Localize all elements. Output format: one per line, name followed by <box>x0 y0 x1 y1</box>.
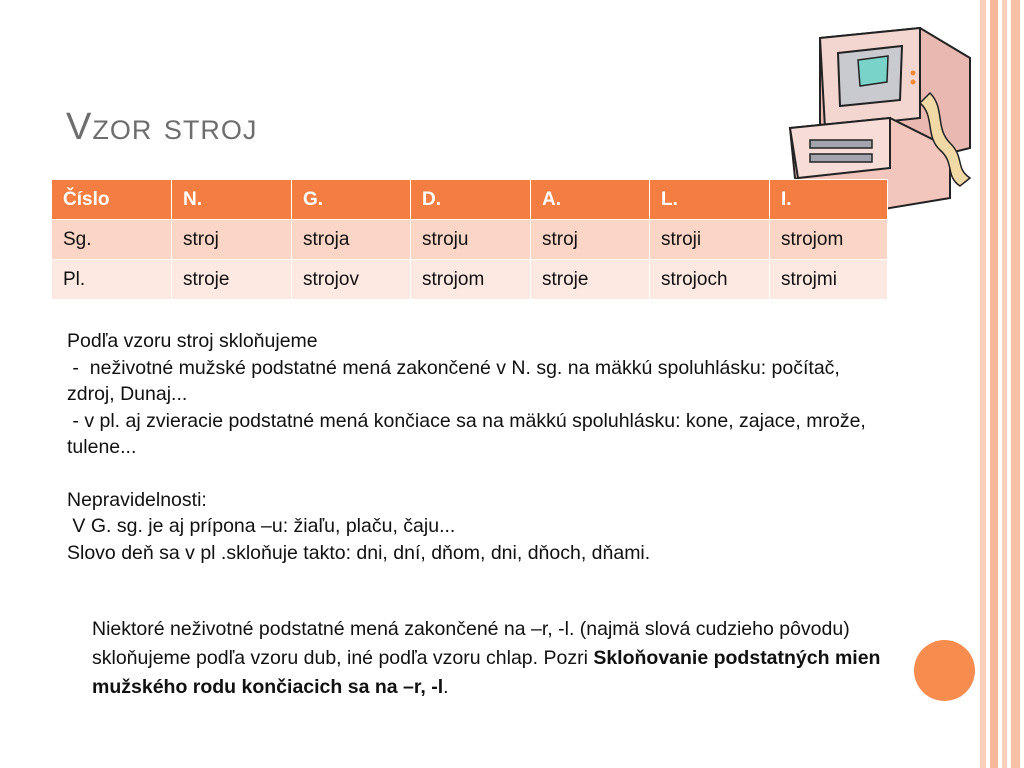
paragraph-line: Podľa vzoru stroj skloňujeme <box>67 330 318 352</box>
irregular-heading: Nepravidelnosti: <box>67 488 207 511</box>
paragraph-line: V G. sg. je aj prípona –u: žiaľu, plaču, čaju... <box>67 515 456 537</box>
explanation-text <box>67 328 887 566</box>
table-cell: strojom <box>770 220 888 260</box>
note-body: Niektoré neživotné podstatné mená zakončené na –r, -l. (najmä slová cudzieho pôvodu) skloňujeme podľa vzoru dub, iné podľa vzoru chlap. Pozri <box>92 618 850 669</box>
note-text <box>92 615 892 702</box>
page-title: Vzor stroj <box>66 106 258 148</box>
decorative-circle <box>914 640 975 701</box>
table-cell: stroju <box>411 220 531 260</box>
table-cell: Sg. <box>52 220 172 260</box>
table-cell: stroji <box>650 220 770 260</box>
paragraph-line: Slovo deň sa v pl .skloňuje takto: dni, dní, dňom, dni, dňoch, dňami. <box>67 541 651 564</box>
table-header-cell: A. <box>531 180 650 220</box>
table-cell: stroja <box>292 220 411 260</box>
table-cell: stroj <box>172 220 292 260</box>
paragraph-line: - v pl. aj zvieracie podstatné mená končiace sa na mäkkú spoluhlásku: kone, zajace, mrože, tulene... <box>67 409 872 458</box>
table-cell: strojom <box>411 260 531 300</box>
note-link-text: Skloňovanie podstatných mien mužského rodu končiacich sa na –r, -l <box>92 647 881 698</box>
table-cell: stroj <box>531 220 650 260</box>
table-header-cell: D. <box>411 180 531 220</box>
table-cell: strojov <box>292 260 411 300</box>
note-end: . <box>443 676 449 698</box>
table-cell: strojoch <box>650 260 770 300</box>
table-row <box>52 260 888 300</box>
table-header-cell: N. <box>172 180 292 220</box>
table-cell: strojmi <box>770 260 888 300</box>
decorative-stripes <box>980 0 1024 768</box>
table-cell: stroje <box>172 260 292 300</box>
table-cell: stroje <box>531 260 650 300</box>
table-cell: Pl. <box>52 260 172 300</box>
table-header-cell: Číslo <box>52 180 172 220</box>
table-header-cell: L. <box>650 180 770 220</box>
table-header-row <box>52 180 888 220</box>
paragraph-line: - neživotné mužské podstatné mená zakončené v N. sg. na mäkkú spoluhlásku: počítač, zdroj, Dunaj... <box>67 356 846 405</box>
table-row <box>52 220 888 260</box>
table-header-cell: G. <box>292 180 411 220</box>
declension-table <box>51 179 888 300</box>
table-header-cell: I. <box>770 180 888 220</box>
